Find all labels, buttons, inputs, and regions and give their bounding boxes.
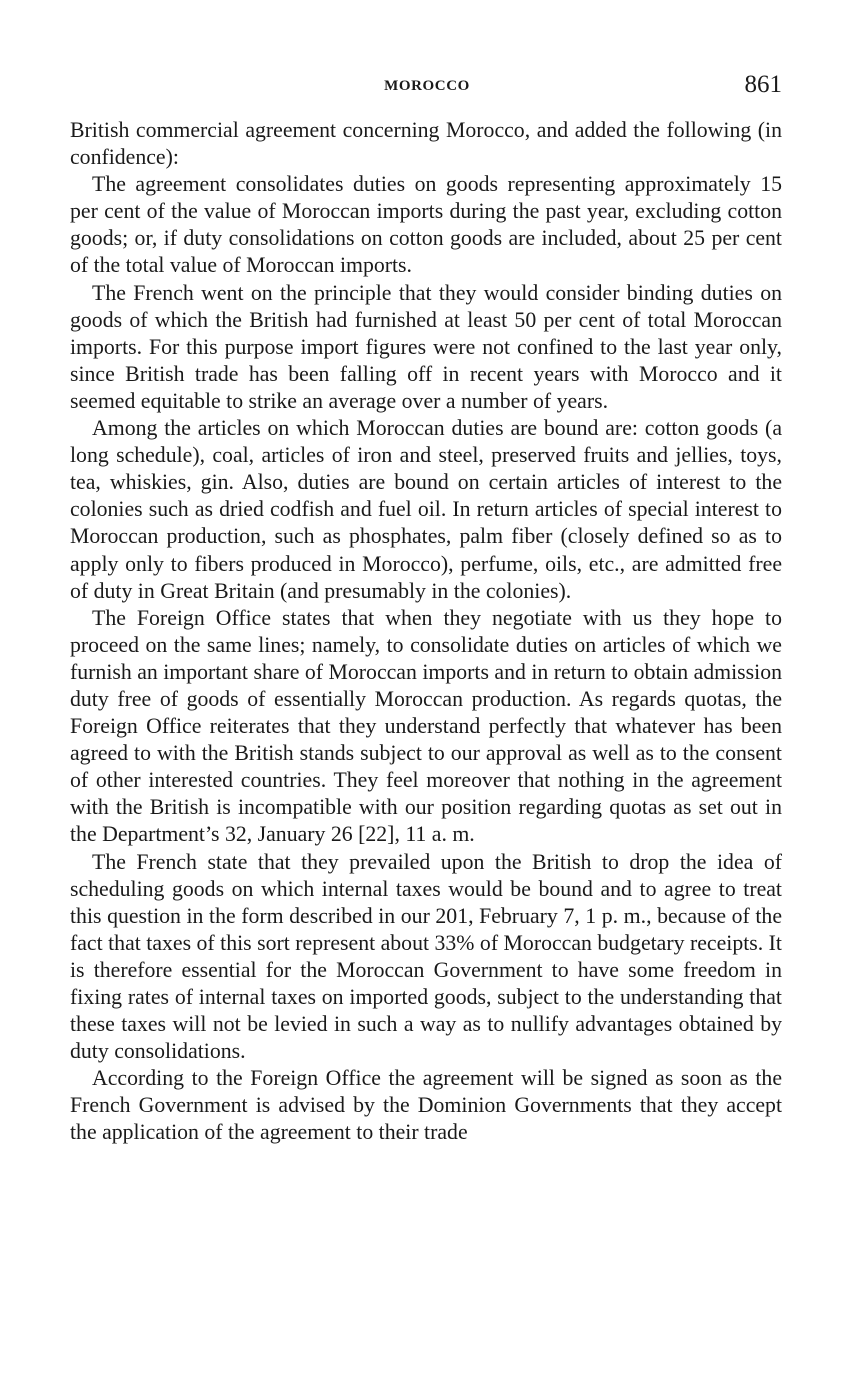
paragraph: The French state that they prevailed upon the British to drop the idea of scheduling goods on which internal taxes would be bound and to agree to treat this question in the form described in our 201, February 7, 1 p. m., because of the fact that taxes of this sort represent about 33% of Moroccan budgetary receipts. It is therefore essential for the Moroccan Government to have some freedom in fixing rates of internal taxes on imported goods, subject to the understanding that these taxes will not be levied in such a way as to nullify advantages obtained by duty consolidations.: [70, 849, 782, 1064]
running-header: [72, 70, 782, 104]
paragraph: The agreement consolidates duties on goods representing approximately 15 per cent of the value of Moroccan imports during the past year, excluding cotton goods; or, if duty consolidations on cotton goods are included, about 25 per cent of the total value of Moroccan imports.: [70, 172, 782, 278]
page-number: 861: [744, 71, 782, 98]
paragraph: British commercial agreement concerning Morocco, and added the following (in confidence):: [70, 118, 782, 170]
paragraph: Among the articles on which Moroccan duties are bound are: cotton goods (a long schedule), coal, articles of iron and steel, preserved fruits and jellies, toys, tea, whiskies, gin. Also, duties are bound on certain articles of interest to the colonies such as dried codfish and fuel oil. In return articles of special interest to Moroccan production, such as phosphates, palm fiber (closely defined so as to apply only to fibers produced in Morocco), perfume, oils, etc., are admitted free of duty in Great Britain (and presumably in the colonies).: [70, 416, 782, 603]
running-title: MOROCCO: [384, 78, 470, 94]
body-text: [70, 117, 782, 1147]
paragraph: The Foreign Office states that when they negotiate with us they hope to proceed on the same lines; namely, to consolidate duties on articles of which we furnish an important share of Moroccan imports and in return to obtain admission duty free of goods of essentially Moroccan production. As regards quotas, the Foreign Office reiterates that they understand perfectly that whatever has been agreed to with the British stands subject to our approval as well as to the consent of other interested countries. They feel moreover that nothing in the agreement with the British is incompatible with our position regarding quotas as set out in the Department’s 32, January 26 [22], 11 a. m.: [70, 605, 782, 847]
paragraph: The French went on the principle that they would consider binding duties on goods of which the British had furnished at least 50 per cent of total Moroccan imports. For this purpose import figures were not confined to the last year only, since British trade has been falling off in recent years with Morocco and it seemed equitable to strike an average over a number of years.: [70, 280, 782, 413]
paragraph: According to the Foreign Office the agreement will be signed as soon as the French Government is advised by the Dominion Governments that they accept the application of the agreement to their trade: [70, 1066, 782, 1145]
